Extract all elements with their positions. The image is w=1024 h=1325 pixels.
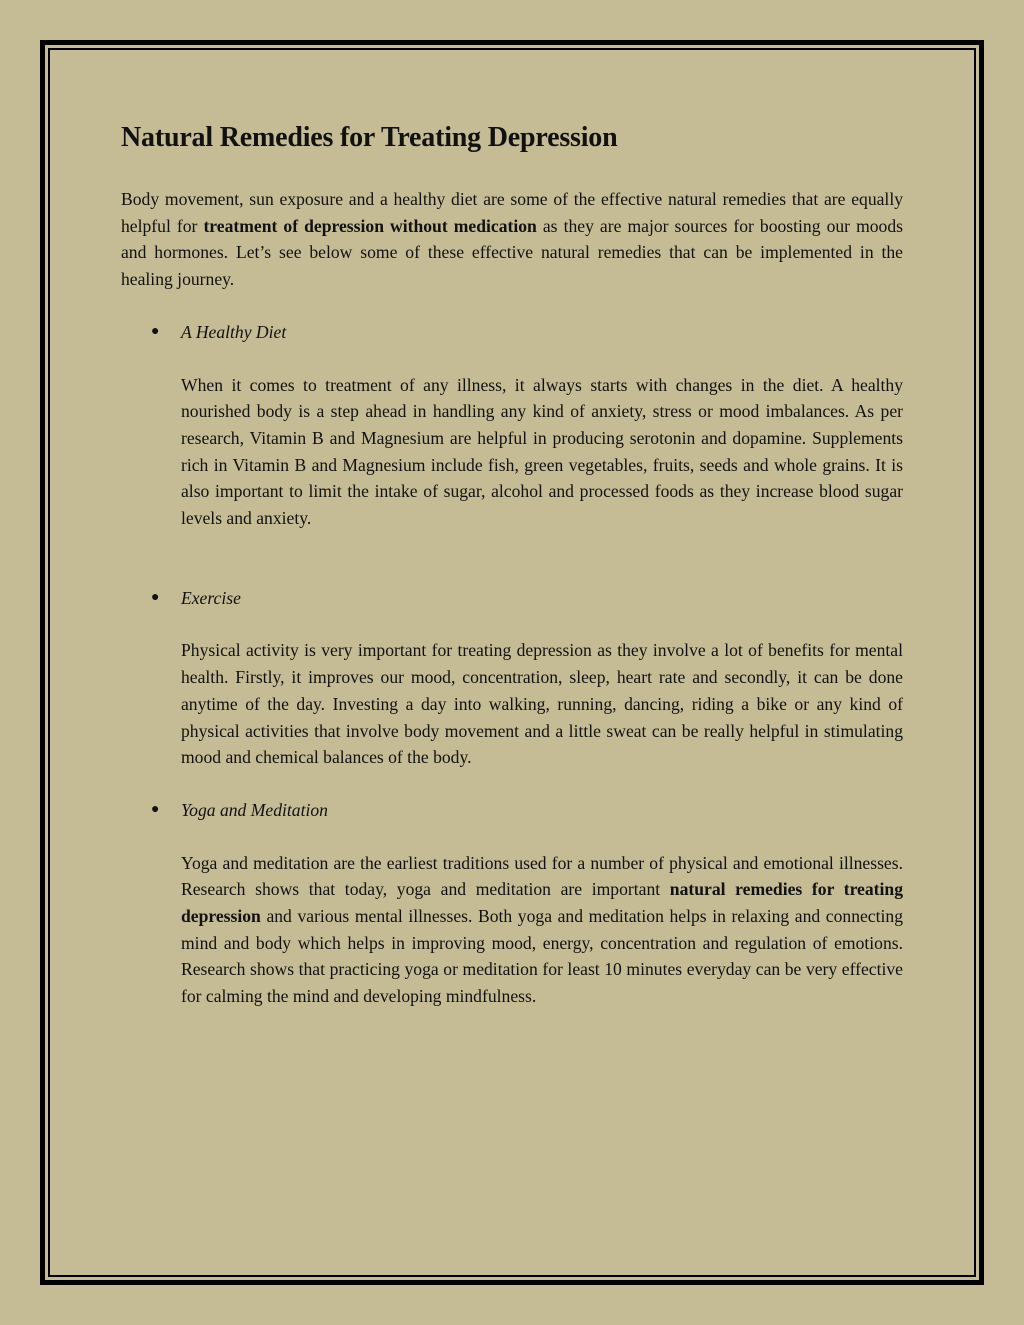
bullet-icon: ●: [151, 323, 160, 339]
section-body: When it comes to treatment of any illness, it always starts with changes in the diet. A healthy nourished body is a step ahead in handling any kind of anxiety, stress or mood imbalances. As per research, Vitamin B and Magnesium are helpful in producing serotonin and dopamine. Supplements rich in Vitamin B and Magnesium include fish, green vegetables, fruits, seeds and whole grains. It is also important to limit the intake of sugar, alcohol and processed foods as they increase blood sugar levels and anxiety.: [181, 374, 903, 529]
section-body-end: and various mental illnesses. Both yoga and meditation helps in relaxing and connecting mind and body which helps in improving mood, energy, concentration and regulation of emotions. Research shows that practicing yoga or meditation for least 10 minutes everyday can be very effective for calming the mind and developing mindfulness.: [181, 906, 903, 1007]
document-content: [121, 118, 903, 1010]
section-heading-row: [151, 319, 903, 346]
section-healthy-diet: [121, 319, 903, 532]
section-heading: A Healthy Diet: [181, 321, 287, 342]
section-exercise: [121, 585, 903, 771]
section-body: [181, 850, 903, 1010]
section-body-start: Yoga and meditation are the earliest traditions used for a number of physical and emotional illnesses. Research shows that today, yoga and meditation are important: [181, 852, 903, 900]
intro-paragraph: [121, 186, 903, 293]
intro-text-start: Body movement, sun exposure and a healthy diet are some of the effective natural remedies that are equally helpful for: [121, 189, 903, 236]
section-body: Physical activity is very important for treating depression as they involve a lot of benefits for mental health. Firstly, it improves our mood, concentration, sleep, heart rate and secondly, it can be done anytime of the day. Investing a day into walking, running, dancing, riding a bike or any kind of physical activities that involve body movement and a little sweat can be really helpful in stimulating mood and chemical balances of the body.: [181, 640, 903, 768]
intro-bold-phrase: treatment of depression without medication: [203, 215, 537, 236]
section-bold-phrase: natural remedies for treating depression: [181, 879, 903, 927]
intro-text-end: as they are major sources for boosting our moods and hormones. Let’s see below some of these effective natural remedies that can be implemented in the healing journey.: [121, 215, 903, 290]
document-title: Natural Remedies for Treating Depression: [121, 122, 618, 153]
bullet-icon: ●: [151, 801, 160, 817]
bullet-icon: ●: [151, 589, 160, 605]
section-heading: Yoga and Meditation: [181, 799, 328, 820]
section-yoga-meditation: [121, 797, 903, 1010]
section-heading-row: [151, 585, 903, 612]
section-heading-row: [151, 797, 903, 824]
section-heading: Exercise: [181, 587, 241, 608]
